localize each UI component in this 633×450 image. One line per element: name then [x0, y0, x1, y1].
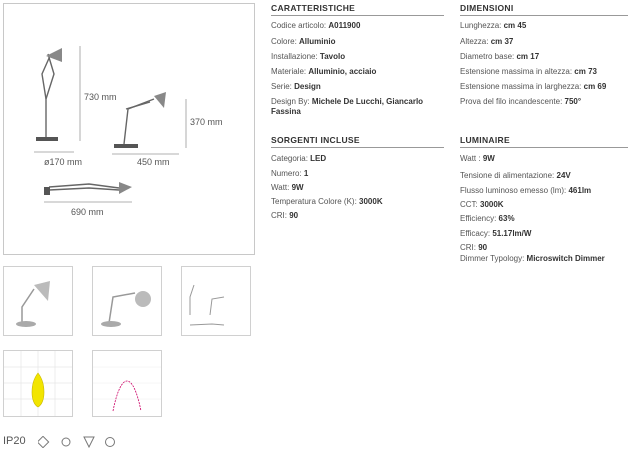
dim-170: ø170 mm	[44, 157, 83, 167]
row-numero: Numero: 1	[271, 169, 309, 178]
row-lum-cri: CRI: 90	[460, 243, 488, 252]
row-colore: Colore: Alluminio	[271, 37, 336, 46]
row-altezza: Altezza: cm 37	[460, 37, 514, 46]
row-efficiency: Efficiency: 63%	[460, 214, 515, 223]
luminaire-title: LUMINAIRE	[460, 135, 510, 145]
certification-icons	[38, 436, 128, 448]
dim-450: 450 mm	[137, 157, 170, 167]
row-temperatura: Temperatura Colore (K): 3000K	[271, 197, 383, 206]
row-materiale: Materiale: Alluminio, acciaio	[271, 67, 377, 76]
lamp-photo-side	[93, 267, 161, 335]
caratteristiche-rule	[271, 15, 444, 16]
dimensioni-rule	[460, 15, 628, 16]
dim-730: 730 mm	[84, 92, 117, 102]
caratteristiche-title: CARATTERISTICHE	[271, 3, 356, 13]
row-codice: Codice articolo: A011900	[271, 21, 361, 30]
drawing-mini	[182, 267, 250, 335]
photometric-diagram	[4, 351, 72, 416]
ip-rating: IP20	[3, 435, 26, 447]
thumbnail-photometric-curve[interactable]	[92, 350, 162, 417]
f-mark-icon	[84, 437, 94, 447]
row-dimmer: Dimmer Typology: Microswitch Dimmer	[460, 254, 605, 263]
row-cri: CRI: 90	[271, 211, 299, 220]
ce-mark-icon	[62, 438, 70, 446]
row-lum-watt: Watt : 9W	[460, 154, 495, 163]
row-flusso: Flusso luminoso emesso (lm): 461lm	[460, 186, 592, 195]
row-cct: CCT: 3000K	[460, 200, 504, 209]
dim-690: 690 mm	[71, 207, 104, 217]
photometric-curve	[93, 351, 161, 416]
lamp-dimension-drawing	[4, 4, 254, 254]
luminaire-rule	[460, 147, 628, 148]
row-design-by: Design By: Michele De Lucchi, Giancarlo	[271, 97, 424, 106]
row-estensione-altezza: Estensione massima in altezza: cm 73	[460, 67, 597, 76]
row-estensione-larghezza: Estensione massima in larghezza: cm 69	[460, 82, 607, 91]
sorgenti-title: SORGENTI INCLUSE	[271, 135, 360, 145]
sorgenti-rule	[271, 147, 444, 148]
row-diametro-base: Diametro base: cm 17	[460, 52, 540, 61]
row-design-by-cont: Fassina	[271, 107, 301, 116]
dimensioni-title: DIMENSIONI	[460, 3, 514, 13]
row-installazione: Installazione: Tavolo	[271, 52, 346, 61]
recycle-icon	[106, 438, 115, 447]
thumbnail-drawing[interactable]	[181, 266, 251, 336]
technical-drawing	[3, 3, 255, 255]
row-serie: Serie: Design	[271, 82, 321, 91]
dim-370: 370 mm	[190, 117, 223, 127]
row-lunghezza: Lunghezza: cm 45	[460, 21, 527, 30]
class-ii-icon	[38, 436, 49, 447]
row-watt: Watt: 9W	[271, 183, 304, 192]
thumbnail-lamp-front[interactable]	[3, 266, 73, 336]
row-tensione: Tensione di alimentazione: 24V	[460, 171, 571, 180]
lamp-photo-front	[4, 267, 72, 335]
thumbnail-lamp-side[interactable]	[92, 266, 162, 336]
row-efficacy: Efficacy: 51.17lm/W	[460, 229, 532, 238]
row-prova-filo: Prova del filo incandescente: 750°	[460, 97, 582, 106]
row-categoria: Categoria: LED	[271, 154, 327, 163]
thumbnail-photometric-yellow[interactable]	[3, 350, 73, 417]
